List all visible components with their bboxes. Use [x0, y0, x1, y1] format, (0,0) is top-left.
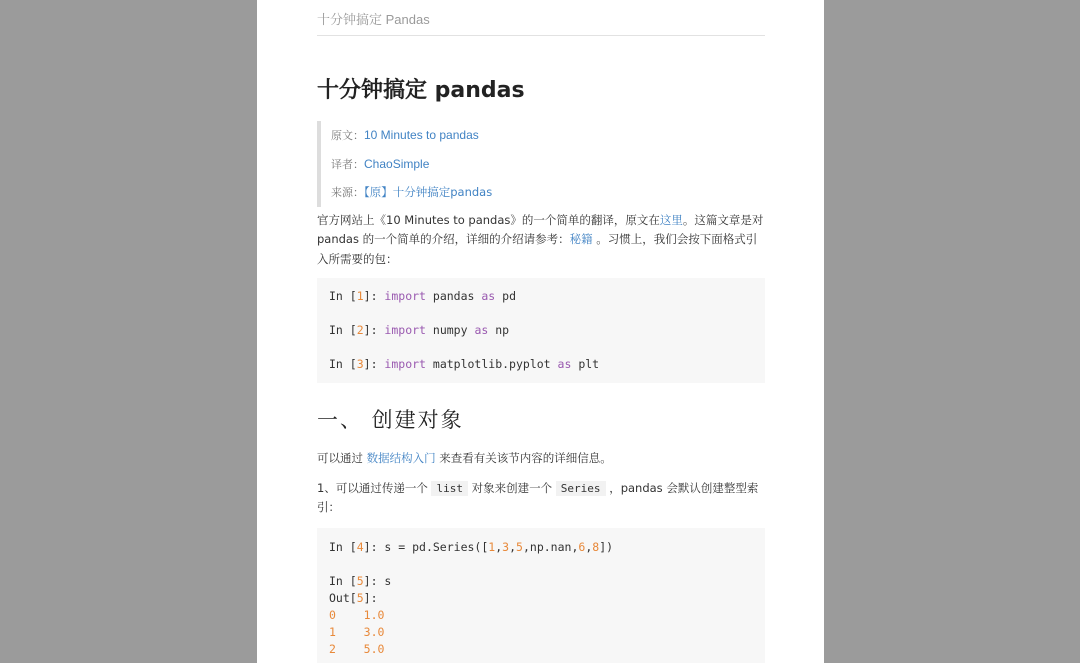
- source-link[interactable]: 【原】十分钟搞定pandas: [364, 185, 493, 199]
- section-text: ，pandas 会默认创建整型索引：: [317, 480, 759, 514]
- intro-text-1: 官方网站上《10 Minutes to pandas》的一个简单的翻译，原文在: [317, 212, 660, 227]
- code-line: In [2]: import numpy as np: [329, 323, 510, 337]
- cookbook-link[interactable]: 秘籍: [569, 232, 593, 246]
- section-text: 来查看有关该节内容的详细信息。: [435, 451, 612, 465]
- here-link[interactable]: 这里: [659, 212, 683, 227]
- header-title: 十分钟搞定 Pandas: [317, 12, 430, 27]
- output-row: 2 5.0: [329, 641, 385, 656]
- code-block-imports: [317, 278, 765, 383]
- page-header: [317, 0, 765, 36]
- section-text: 可以通过: [317, 451, 367, 465]
- inline-code-series: Series: [556, 481, 606, 496]
- section-paragraph-1: [317, 449, 765, 469]
- meta-label: 译者：: [331, 157, 364, 171]
- meta-label: 来源：: [331, 186, 364, 199]
- code-line: In [1]: import pandas as pd: [329, 289, 516, 303]
- meta-original: [331, 121, 765, 150]
- code-line: In [3]: import matplotlib.pyplot as plt: [329, 357, 600, 371]
- intro-text-2: 。这篇文章是对 pandas 的一个简单的介绍，详细的介绍请参考：: [317, 212, 764, 246]
- inline-code-list: list: [431, 481, 468, 496]
- meta-translator: [331, 150, 765, 179]
- code-line: In [4]: s = pd.Series([1,3,5,np.nan,6,8]): [329, 539, 614, 554]
- section-paragraph-2: [317, 479, 765, 518]
- intro-text-3: 。习惯上，我们会按下面格式引入所需要的包：: [317, 232, 758, 266]
- section-text: 1、可以通过传递一个: [317, 480, 432, 495]
- code-block-series: [317, 528, 765, 663]
- article-meta-quote: [317, 121, 765, 207]
- article-content: [317, 0, 765, 663]
- code-line: Out[5]:: [329, 590, 378, 605]
- intro-paragraph: [317, 211, 765, 270]
- section-text: 对象来创建一个: [467, 480, 556, 495]
- output-row: 1 3.0: [329, 624, 385, 639]
- translator-link[interactable]: ChaoSimple: [364, 156, 430, 171]
- data-structures-link[interactable]: 数据结构入门: [366, 451, 436, 465]
- meta-label: 原文：: [331, 129, 364, 142]
- output-row: 0 1.0: [329, 607, 385, 622]
- section-heading: 一、 创建对象: [317, 408, 464, 432]
- code-line: In [5]: s: [329, 573, 392, 588]
- meta-source: [331, 178, 765, 207]
- document-page: [257, 0, 824, 663]
- original-link[interactable]: 10 Minutes to pandas: [364, 128, 479, 142]
- article-title: 十分钟搞定 pandas: [317, 78, 525, 103]
